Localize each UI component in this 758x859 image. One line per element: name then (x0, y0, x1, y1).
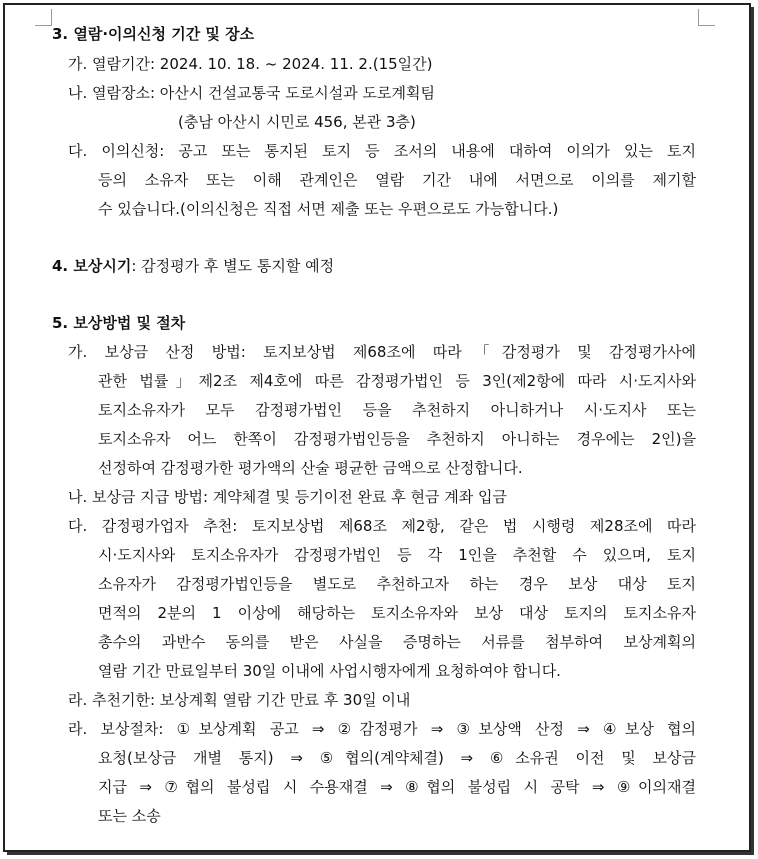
page-corner-mark (698, 9, 715, 26)
section-3-item-na: 나. 열람장소: 아산시 건설교통국 도로시설과 도로계획팀 (68, 84, 435, 102)
section-4-heading-label: 4. 보상시기 (52, 257, 132, 275)
section-5-item-ga-line: 가. 보상금 산정 방법: 토지보상법 제68조에 따라「감정평가 및 감정평가사에 (68, 343, 696, 361)
section-5-item-da-line: 다. 감정평가업자 추천: 토지보상법 제68조 제2항, 같은 법 시행령 제28조에 따라 (68, 517, 696, 535)
section-3-item-ga: 가. 열람기간: 2024. 10. 18. ~ 2024. 11. 2.(15일간) (68, 55, 433, 73)
section-5-item-ga-line: 선정하여 감정평가한 평가액의 산술 평균한 금액으로 산정합니다. (98, 459, 523, 477)
section-5-item-da-line: 시·도지사와 토지소유자가 감정평가법인 등 각 1인을 추천할 수 있으며, 토지 (98, 546, 696, 564)
section-4-heading (52, 256, 334, 276)
section-5-item-ra-procedure-line: 지급 ⇒ ⑦협의 불성립 시 수용재결 ⇒ ⑧협의 불성립 시 공탁 ⇒ ⑨이의재결 (98, 778, 696, 796)
section-3-item-da-line: 수 있습니다.(이의신청은 직접 서면 제출 또는 우편으로도 가능합니다.) (98, 200, 559, 218)
section-5-item-da-line: 열람 기간 만료일부터 30일 이내에 사업시행자에게 요청하여야 합니다. (98, 662, 561, 680)
section-3-item-na-address: (충남 아산시 시민로 456, 본관 3층) (178, 113, 416, 131)
section-5-item-ra-procedure-line: 라. 보상절차: ①보상계획 공고 ⇒ ②감정평가 ⇒ ③보상액 산정 ⇒ ④보상 협의 (68, 720, 696, 738)
section-4-heading-text: : 감정평가 후 별도 통지할 예정 (131, 257, 335, 275)
section-5-item-da-line: 소유자가 감정평가법인등을 별도로 추천하고자 하는 경우 보상 대상 토지 (98, 575, 696, 593)
section-5-item-ra-procedure-line: 요청(보상금 개별 통지) ⇒ ⑤협의(계약체결) ⇒ ⑥소유권 이전 및 보상금 (98, 749, 696, 767)
section-5-heading: 5. 보상방법 및 절차 (52, 314, 186, 332)
section-5-item-ra-deadline: 라. 추천기한: 보상계획 열람 기간 만료 후 30일 이내 (68, 691, 411, 709)
section-3-item-da-line: 등의 소유자 또는 이해 관계인은 열람 기간 내에 서면으로 이의를 제기할 (98, 171, 696, 189)
section-3-item-da-line: 다. 이의신청: 공고 또는 통지된 토지 등 조서의 내용에 대하여 이의가 있는 토지 (68, 142, 696, 160)
section-5-item-da-line: 면적의 2분의 1 이상에 해당하는 토지소유자와 보상 대상 토지의 토지소유자 (98, 604, 696, 622)
section-5-item-na: 나. 보상금 지급 방법: 계약체결 및 등기이전 완료 후 현금 계좌 입금 (68, 488, 508, 506)
section-5-item-ra-procedure-line: 또는 소송 (98, 807, 161, 825)
section-5-item-ga-line: 관한 법률」제2조 제4호에 따른 감정평가법인 등 3인(제2항에 따라 시·도지사와 (98, 372, 696, 390)
section-5-item-ga-line: 토지소유자 어느 한쪽이 감정평가법인등을 추천하지 아니하는 경우에는 2인)을 (98, 430, 696, 448)
section-5-item-da-line: 총수의 과반수 동의를 받은 사실을 증명하는 서류를 첨부하여 보상계획의 (98, 633, 696, 651)
section-3-heading: 3. 열람·이의신청 기간 및 장소 (52, 25, 255, 43)
section-5-item-ga-line: 토지소유자가 모두 감정평가법인 등을 추천하지 아니하거나 시·도지사 또는 (98, 401, 696, 419)
page-corner-mark (35, 9, 52, 26)
